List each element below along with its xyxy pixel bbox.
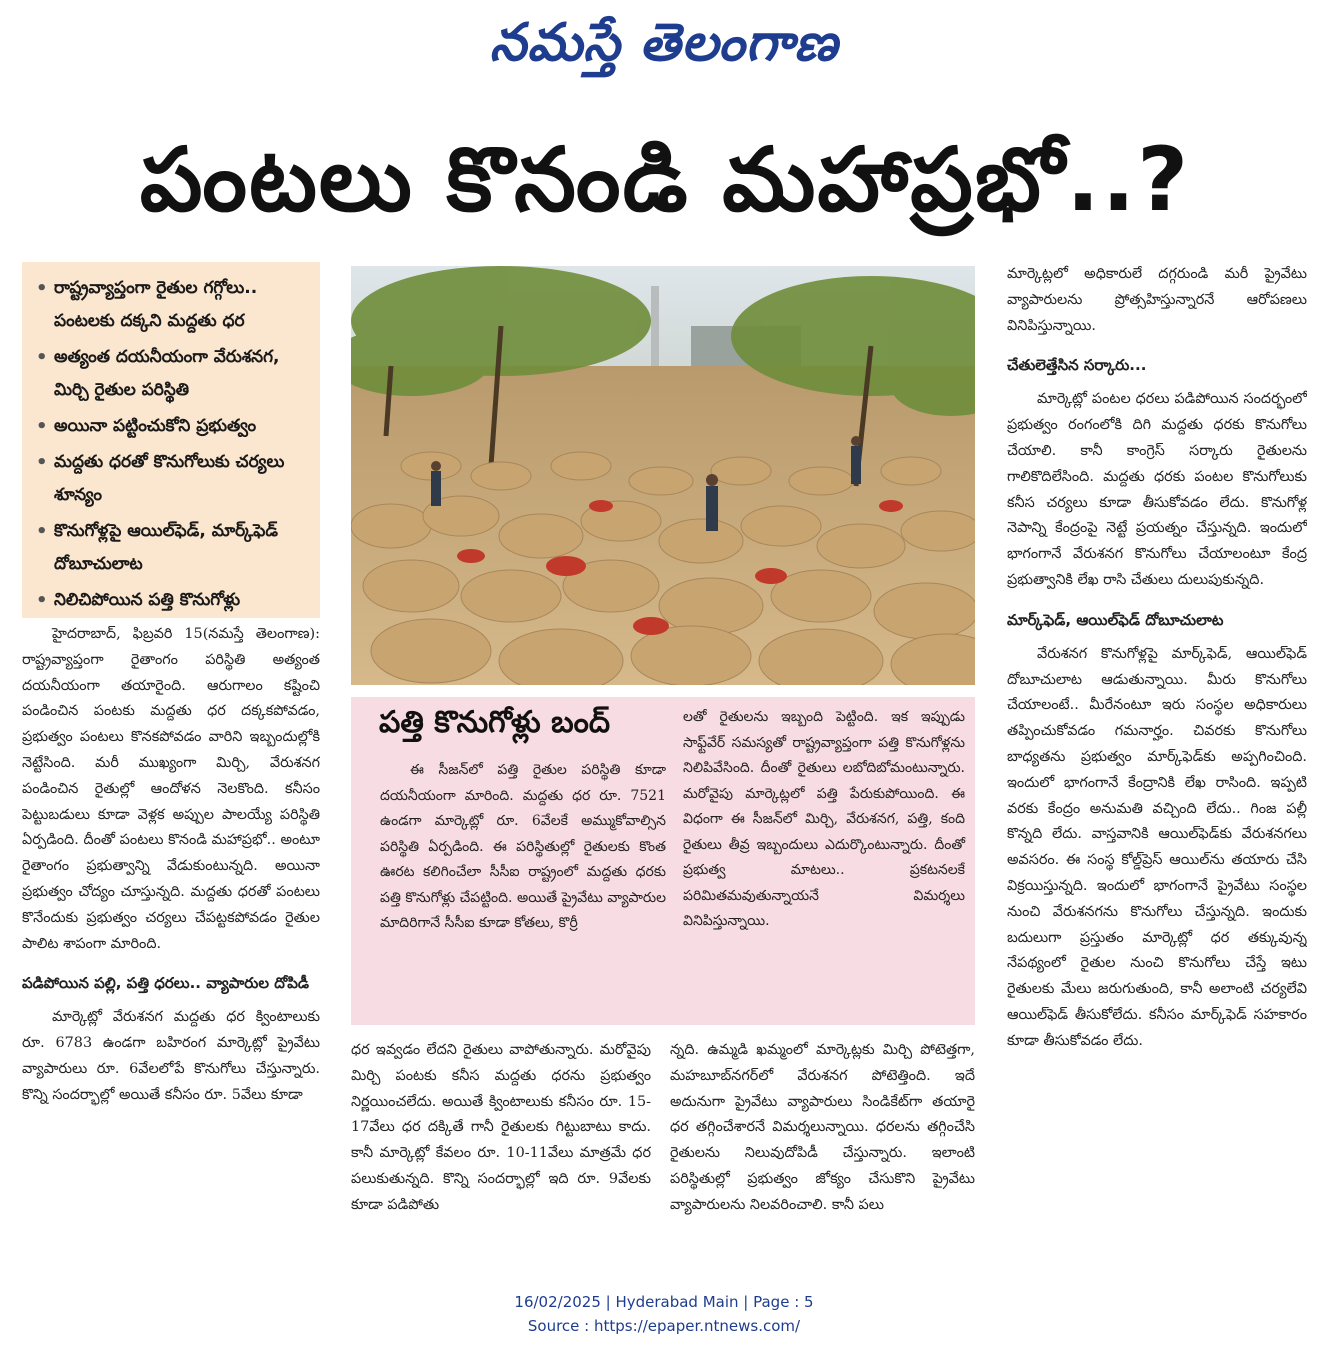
highlights-box <box>22 262 320 618</box>
highlight-item <box>32 410 312 443</box>
article-column-2 <box>351 1038 651 1268</box>
article-paragraph: ధర ఇవ్వడం లేదని రైతులు వాపోతున్నారు. మరోవైపు మిర్చి పంటకు కనీస మద్దతు ధరను ప్రభుత్వం నిర్ణయించలేదు. అయితే క్వింటాలుకు కనీసం రూ. 15-17వేలు ధర దక్కితే గానీ రైతులకు గిట్టుబాటు కాదు. కానీ మార్కెట్లో కేవలం రూ. 10-11వేలు మాత్రమే ధర పలుకుతున్నది. కొన్ని సందర్భాల్లో ఇది రూ. 9వేలకు కూడా పడిపోతు <box>351 1042 651 1213</box>
highlight-text: నిలిచిపోయిన పత్తి కొనుగోళ్లు <box>54 590 241 610</box>
article-paragraph: వేరుశనగ కొనుగోళ్లపై మార్క్‌ఫెడ్, ఆయిల్‌ఫెడ్ దోబూచులాట ఆడుతున్నాయి. మీరు కొనుగోలు చేయాలంటే.. మీరేనంటూ ఇరు సంస్థల అధికారులు తప్పించుకోవడం గమనార్హం. చివరకు కొనుగోలు బాధ్యతను ప్రభుత్వం మార్క్‌ఫెడ్‌కు అప్పగించింది. ఇందులో భాగంగానే కేంద్రానికి లేఖ రాసింది. ఇప్పటి వరకు కేంద్రం అనుమతి వచ్చింది లేదు.. గింజ పల్లీ కొన్నది లేదు. వాస్తవానికి ఆయిల్‌ఫెడ్‌కు వేరుశనగలు అవసరం. ఈ సంస్థ కోల్డ్‌ప్రెస్ ఆయిల్‌ను తయారు చేసి విక్రయిస్తున్నది. ఇందులో భాగంగానే ప్రైవేటు సంస్థల నుంచి వేరుశనగను కొనుగోలు చేస్తున్నది. ఇందుకు బదులుగా ప్రస్తుతం మార్కెట్లో ధర తక్కువున్న నేపథ్యంలో రైతుల నుంచి కొనుగోలు చేస్తే ఇటు రైతులకు మేలు జరుగుతుంది, కానీ అలాంటి చర్యలేవి ఆయిల్‌ఫెడ్ తీసుకోలేదు. కనీసం మార్క్‌ఫెడ్ సహకారం కూడా తీసుకోవడం లేదు. <box>1007 645 1307 1049</box>
bullet-icon: • <box>36 590 48 611</box>
subheading: చేతులెత్తేసిన సర్కారు... <box>1007 356 1147 375</box>
article-column-4 <box>1007 262 1307 1272</box>
bullet-icon: • <box>36 521 48 542</box>
article-paragraph: హైదరాబాద్, ఫిబ్రవరి 15(నమస్తే తెలంగాణ): రాష్ట్రవ్యాప్తంగా రైతాంగం పరిస్థితి అత్యంత దయనీయంగా తయారైంది. ఆరుగాలం కష్టించి పండించిన పంటకు మద్దతు ధర దక్కకపోవడం, ప్రభుత్వం పంటలు కొనకపోవడం వారిని ఇబ్బందుల్లోకి నెట్టేసింది. మరీ ముఖ్యంగా మిర్చి, వేరుశనగ పండించిన రైతుల్లో ఆందోళన నెలకొంది. కనీసం పెట్టుబడులు కూడా వెళ్లక అప్పుల పాలయ్యే పరిస్థితి ఏర్పడింది. దీంతో పంటలు కొనండి మహాప్రభో.. అంటూ రైతాంగం ప్రభుత్వాన్ని వేడుకుంటున్నది. అయినా ప్రభుత్వం చోద్యం చూస్తున్నది. మద్దతు ధరతో పంటలు కొనేందుకు ప్రభుత్వం చర్యలు చేపట్టకపోవడం రైతుల పాలిట శాపంగా మారింది. <box>22 626 320 952</box>
highlight-text: అయినా పట్టించుకోని ప్రభుత్వం <box>54 416 257 436</box>
subheading: పడిపోయిన పల్లి, పత్తి ధరలు.. వ్యాపారుల దోపిడీ <box>22 974 310 993</box>
highlight-text: మద్దతు ధరతో కొనుగోలుకు చర్యలు శూన్యం <box>54 452 285 505</box>
article-column-1 <box>22 622 320 1272</box>
highlight-text: రాష్ట్రవ్యాప్తంగా రైతుల గగ్గోలు.. పంటలకు దక్కని మద్దతు ధర <box>54 278 258 331</box>
highlight-text: కొనుగోళ్లపై ఆయిల్‌ఫెడ్, మార్క్‌ఫెడ్ దోబూచులాట <box>54 521 278 574</box>
sidebar-paragraph: ఈ సీజన్‌లో పత్తి రైతుల పరిస్థితి కూడా దయనీయంగా మారింది. మద్దతు ధర రూ. 7521 ఉండగా మార్కెట్లో రూ. 6వేలకే అమ్ముకోవాల్సిన పరిస్థితి ఏర్పడింది. ఈ పరిస్థితుల్లో రైతులకు కొంత ఊరట కలిగించేలా సీసీఐ రాష్ట్రంలో మద్దతు ధరకు పత్తి కొనుగోళ్లు చేపట్టింది. అయితే ప్రైవేటు వ్యాపారుల మాదిరిగానే సీసీఐ కూడా కోతలు, కొర్రీ <box>380 762 666 931</box>
bullet-icon: • <box>36 416 48 437</box>
bullet-icon: • <box>36 452 48 473</box>
sidebar-paragraph: లతో రైతులను ఇబ్బంది పెట్టింది. ఇక ఇప్పుడు సాఫ్ట్‌వేర్ సమస్యతో రాష్ట్రవ్యాప్తంగా పత్తి కొనుగోళ్లను నిలిపివేసింది. దీంతో రైతులు లబోదిబోమంటున్నారు. మరోవైపు మార్కెట్లలో పత్తి పేరుకుపోయింది. ఈ విధంగా ఈ సీజన్‌లో మిర్చి, వేరుశనగ, పత్తి, కంది రైతులు తీవ్ర ఇబ్బందులు ఎదుర్కొంటున్నారు. దీంతో ప్రభుత్వ మాటలు.. ప్రకటనలకే పరిమితమవుతున్నాయనే విమర్శలు వినిపిస్తున్నాయి. <box>683 709 965 929</box>
highlight-item <box>32 272 312 338</box>
article-column-3 <box>670 1038 975 1268</box>
highlights-list <box>22 262 320 617</box>
headline: పంటలు కొనండి మహాప్రభో..? <box>139 128 1191 231</box>
highlight-item <box>32 515 312 581</box>
bullet-icon: • <box>36 278 48 299</box>
article-paragraph: న్నది. ఉమ్మడి ఖమ్మంలో మార్కెట్లకు మిర్చి పోటెత్తగా, మహబూబ్‌నగర్‌లో వేరుశనగ పోటెత్తింది. ఇదే అదునుగా ప్రైవేటు వ్యాపారులు సిండికేట్‌గా తయారై ధర తగ్గించేశారనే విమర్శలున్నాయి. ధరలను తగ్గించేసి రైతులను నిలువుదోపిడీ చేస్తున్నారు. ఇలాంటి పరిస్థితుల్లో ప్రభుత్వం జోక్యం చేసుకొని ప్రైవేటు వ్యాపారులను నిలవరించాలి. కానీ పలు <box>670 1042 975 1213</box>
sidebar-column-1 <box>380 758 666 937</box>
article-paragraph: మార్కెట్లలో అధికారులే దగ్గరుండి మరీ ప్రైవేటు వ్యాపారులను ప్రోత్సహిస్తున్నారనే ఆరోపణలు వినిపిస్తున్నాయి. <box>1007 266 1307 334</box>
bullet-icon: • <box>36 347 48 368</box>
highlight-item <box>32 584 312 617</box>
highlight-item <box>32 341 312 407</box>
sidebar-title: పత్తి కొనుగోళ్లు బంద్ <box>379 705 611 740</box>
article-paragraph: మార్కెట్లో వేరుశనగ మద్దతు ధర క్వింటాలుకు రూ. 6783 ఉండగా బహిరంగ మార్కెట్లో ప్రైవేటు వ్యాపారులు రూ. 6వేలలోపే కొనుగోలు చేస్తున్నారు. కొన్ని సందర్భాల్లో అయితే కనీసం రూ. 5వేలు కూడా <box>22 1009 320 1103</box>
highlight-text: అత్యంత దయనీయంగా వేరుశనగ, మిర్చి రైతుల పరిస్థితి <box>54 347 280 400</box>
highlight-item <box>32 446 312 512</box>
footer-source-link[interactable]: Source : https://epaper.ntnews.com/ <box>527 1317 801 1335</box>
masthead-logo: నమస్తే తెలంగాణ <box>489 12 839 73</box>
footer-date-edition: 16/02/2025 | Hyderabad Main | Page : 5 <box>514 1293 814 1311</box>
article-paragraph: మార్కెట్లో పంటల ధరలు పడిపోయిన సందర్భంలో ప్రభుత్వం రంగంలోకి దిగి మద్దతు ధరకు కొనుగోలు చేయాలి. కానీ కాంగ్రెస్ సర్కారు రైతులను గాలికొదిలేసింది. మద్దతు ధరకు పంటల కొనుగోలుకు కనీస చర్యలు కూడా తీసుకోవడం లేదు. కొనుగోళ్ల నెపాన్ని కేంద్రంపై నెట్టే ప్రయత్నం చేస్తున్నది. ఇందులో భాగంగానే వేరుశనగ కొనుగోలు చేయాలంటూ కేంద్ర ప్రభుత్వానికి లేఖ రాసి చేతులు దులుపుకున్నది. <box>1007 391 1307 588</box>
subheading: మార్క్‌ఫెడ్, ఆయిల్‌ఫెడ్ దోబూచులాట <box>1007 610 1224 629</box>
sidebar-column-2 <box>683 705 965 935</box>
chilli-sacks-photo-image <box>351 266 975 685</box>
footer <box>0 1290 1328 1338</box>
market-photo <box>351 266 975 685</box>
